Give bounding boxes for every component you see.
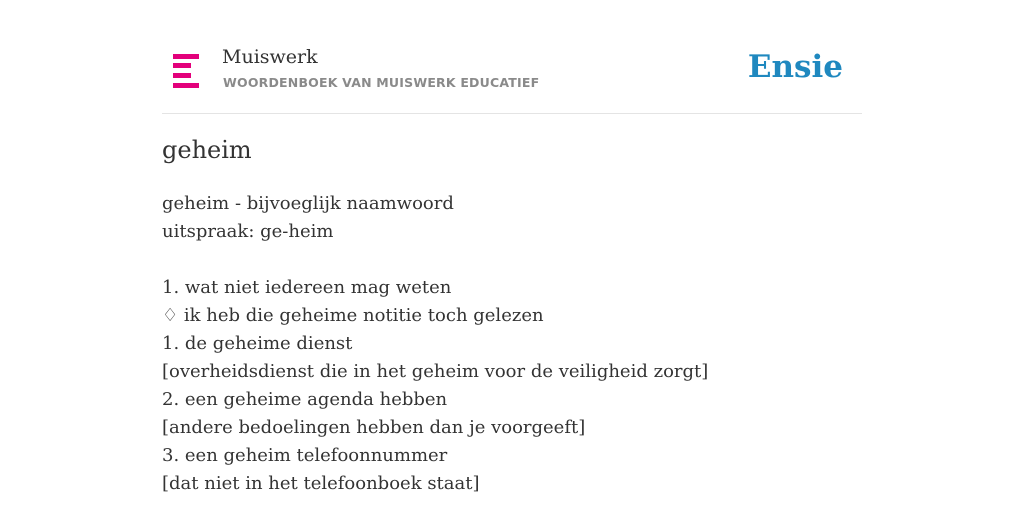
definition-line: 3. een geheim telefoonnummer: [162, 445, 448, 466]
brand-subtitle: WOORDENBOEK VAN MUISWERK EDUCATIEF: [223, 75, 540, 90]
muiswerk-logo-icon[interactable]: [173, 54, 199, 88]
ensie-logo-link[interactable]: Ensie: [747, 49, 843, 85]
definition-line: [andere bedoelingen hebben dan je voorgeeft]: [162, 417, 586, 438]
logo-bar-lower-middle: [173, 73, 191, 78]
definition-line: geheim - bijvoeglijk naamwoord: [162, 193, 454, 214]
site-header: [162, 40, 862, 114]
brand-name[interactable]: Muiswerk: [222, 46, 318, 68]
logo-bar-top: [173, 54, 199, 59]
definition-line: [dat niet in het telefoonboek staat]: [162, 473, 480, 494]
definition-line: ♢ ik heb die geheime notitie toch gelezen: [162, 305, 544, 326]
definition-line: [overheidsdienst die in het geheim voor de veiligheid zorgt]: [162, 361, 709, 382]
logo-bar-upper-middle: [173, 63, 191, 68]
definition-line: [162, 246, 708, 274]
logo-bar-bottom: [173, 83, 199, 88]
definition-line: 1. wat niet iedereen mag weten: [162, 277, 452, 298]
entry-title: geheim: [162, 136, 252, 164]
definition-line: 2. een geheime agenda hebben: [162, 389, 448, 410]
definition-line: uitspraak: ge-heim: [162, 221, 334, 242]
entry-definition: [162, 190, 708, 498]
definition-line: 1. de geheime dienst: [162, 333, 353, 354]
